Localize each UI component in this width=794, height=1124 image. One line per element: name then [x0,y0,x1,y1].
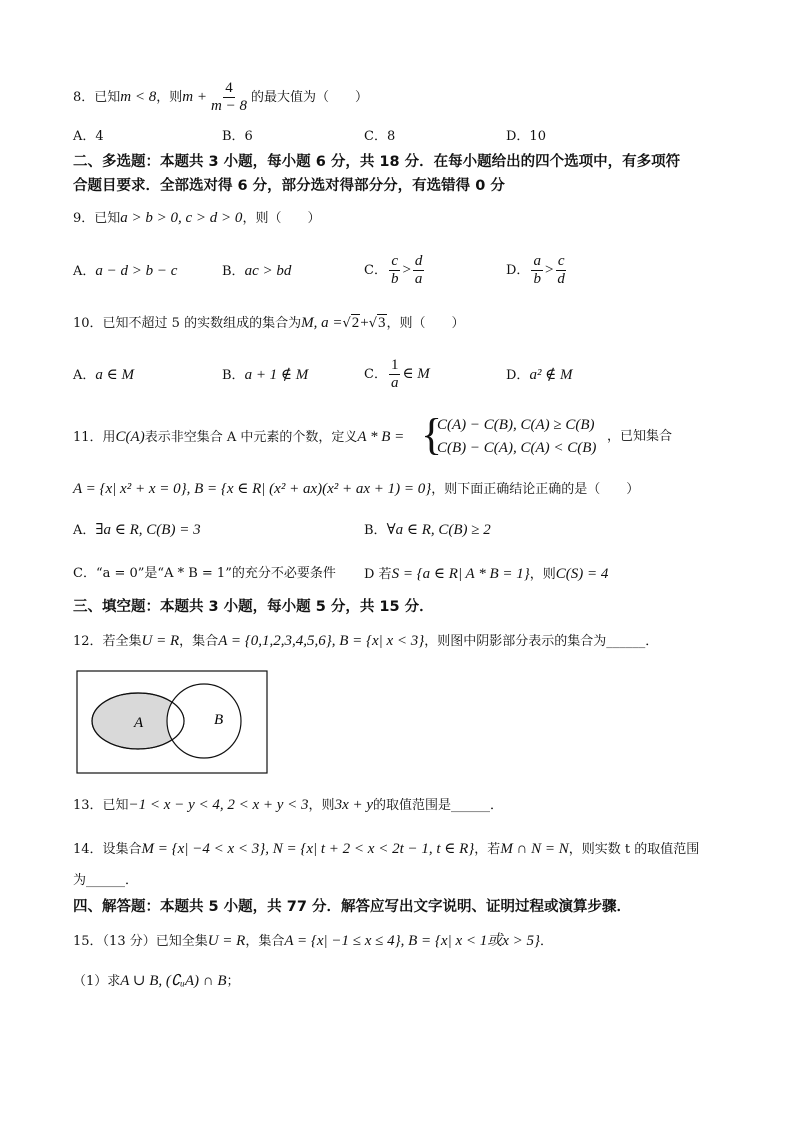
q11-sets-expr: A = {x| x² + x = 0}, B = {x ∈ R| (x² + ax)(x² + ax + 1) = 0} [73,481,432,497]
q15-stem-prefix: 15．（13 分）已知全集 [73,934,208,949]
q14-condition: M ∩ N = N [500,841,569,857]
q9-c-num1: c [391,253,399,269]
q10-option-a-label: A． [73,368,96,383]
q13-stem-prefix: 13．已知 [73,798,129,813]
section2-heading-line1: 二、多选题：本题共 3 小题，每小题 6 分，共 18 分．在每小题给出的四个选项中，有多项符 [73,154,681,170]
q9-option-c-op: > [402,262,411,278]
q15-stem-mid: ，集合 [245,934,285,949]
q9-option-c-frac1 [389,253,401,288]
q9-d-num2: c [557,253,565,269]
q9-option-b [222,262,291,281]
q15-part1-prefix: （1）求 [73,974,121,989]
q11-option-d-set: S = {a ∈ R| A * B = 1} [391,566,530,582]
q10-radicand-1: 2 [351,315,360,331]
q9-stem-suffix: ，则（ ） [242,211,321,226]
q9-option-a-expr: a − d > b − c [95,263,178,279]
q10-option-d [506,366,573,385]
q8-option-d: D．10 [506,129,546,144]
q15-stem-suffix: ． [540,934,554,949]
q15-sets: A = {x| −1 ≤ x ≤ 4}, B = {x| x < 1或x > 5} [284,933,541,949]
q9-c-num2: d [414,253,423,269]
q13-stem [73,796,503,815]
q15-part1-suffix: ； [226,974,240,989]
q10-option-b [222,366,308,385]
q10-option-c-frac [389,357,401,392]
q13-expr: 3x + y [334,797,373,813]
q11-stem [73,428,404,447]
q10-stem-prefix: 10．已知不超过 5 的实数组成的集合为 [73,316,302,331]
q11-option-d-prefix: D 若 [364,567,392,582]
q15-part1-expr: A ∪ B, (∁ᵤA) ∩ B [120,973,227,989]
q10-c-den: a [390,375,399,391]
q10-stem [73,314,465,333]
q11-option-a [73,521,201,540]
venn-label-b: B [214,712,224,728]
q11-ca: C(A) [115,429,145,445]
q13-condition: −1 < x − y < 4, 2 < x + y < 3 [128,797,309,813]
q9-option-a-label: A． [73,264,96,279]
q11-case-1: C(A) − C(B), C(A) ≥ C(B) [437,417,595,433]
q9-option-d-op: > [544,262,554,278]
q9-c-den1: b [390,271,399,287]
q9-stem-prefix: 9．已知 [73,211,121,226]
q11-option-b [364,521,491,540]
q14-line2: 为______． [73,873,139,888]
q8-frac-num: 4 [225,80,233,96]
q10-option-b-label: B． [222,368,245,383]
q10-sqrt-3: √3 [368,315,386,331]
q13-stem-suffix: 的取值范围是______． [373,798,504,813]
q11-option-d-result: C(S) = 4 [555,566,609,582]
q14-stem-prefix: 14．设集合 [73,842,142,857]
q10-option-a-expr: a ∈ M [95,367,134,383]
q12-universe: U = R [141,633,180,649]
q8-option-b: B．6 [222,129,253,144]
q9-option-a [73,262,177,281]
q13-stem-mid: ，则 [308,798,335,813]
q10-option-c-label: C． [364,367,387,382]
q15-stem [73,932,553,951]
q11-stem-prefix: 11．用 [73,430,116,445]
q9-option-c-frac2 [413,253,425,288]
q8-option-a: A．4 [73,129,104,144]
q9-option-c [364,252,426,289]
q12-stem-prefix: 12．若全集 [73,634,142,649]
q15-part1 [73,972,240,991]
q10-sqrt-2: √2 [342,315,360,331]
q9-d-num1: a [533,253,541,269]
q11-option-b-label: B． [364,523,387,538]
q11-brace: { [421,410,443,459]
q8-mid: ，则 [156,90,183,105]
q11-option-a-expr: ∃a ∈ R, C(B) = 3 [95,522,201,538]
q14-stem-suffix: ，则实数 t 的取值范围 [568,842,700,857]
q9-d-den1: b [533,271,541,287]
q10-plus: + [360,315,369,331]
q10-stem-suffix: ，则（ ） [386,316,465,331]
q9-option-d-label: D． [506,263,530,278]
q11-option-d [364,565,608,584]
q9-option-b-expr: ac > bd [244,263,292,279]
q11-option-b-expr: ∀a ∈ R, C(B) ≥ 2 [386,522,491,538]
q8-option-c: C．8 [364,129,396,144]
q9-option-b-label: B． [222,264,245,279]
q12-stem-mid: ，集合 [179,634,219,649]
q12-stem [73,632,658,651]
q9-option-d-frac1 [531,253,543,288]
section3-heading: 三、填空题：本题共 3 小题，每小题 5 分，共 15 分． [73,599,434,615]
q11-option-c: C．“a = 0”是“A * B = 1”的充分不必要条件 [73,566,336,581]
q10-option-c-rest: ∈ M [402,366,430,382]
venn-label-a: A [134,715,144,731]
q12-sets: A = {0,1,2,3,4,5,6}, B = {x| x < 3} [218,633,425,649]
q10-c-num: 1 [390,357,399,373]
q8-fraction [209,80,249,115]
q14-sets: M = {x| −4 < x < 3}, N = {x| t + 2 < x < 2t − 1, t ∈ R} [141,841,475,857]
q8-stem [73,80,368,115]
section4-heading: 四、解答题：本题共 5 小题，共 77 分．解答应写出文字说明、证明过程或演算步骤． [73,899,631,915]
q10-radicand-2: 3 [378,315,386,331]
q14-stem-mid: ，若 [474,842,501,857]
q14-stem [73,840,699,859]
q10-option-a [73,366,134,385]
q10-set: M [301,315,314,331]
q9-condition: a > b > 0, c > d > 0 [120,210,243,226]
q8-stem-suffix: 的最大值为（ ） [250,90,368,105]
q9-stem [73,209,320,228]
q10-cond-a: , a = [313,315,343,331]
q8-stem-prefix: 8．已知 [73,90,121,105]
q12-stem-suffix: ，则图中阴影部分表示的集合为______． [424,634,659,649]
q11-sets [73,480,639,499]
q11-def-lhs: A * B = [357,429,405,445]
q15-universe: U = R [207,933,246,949]
q9-option-d-frac2 [555,253,567,288]
q11-case-2: C(B) − C(A), C(A) < C(B) [437,440,597,456]
q8-condition: m < 8 [120,89,157,105]
q10-option-b-expr: a + 1 ∉ M [244,367,309,383]
q9-option-c-label: C． [364,263,387,278]
q11-option-a-label: A． [73,523,96,538]
section2-heading-line2: 合题目要求．全部选对得 6 分，部分选对得部分分，有选错得 0 分 [73,178,505,194]
q9-c-den2: a [414,271,423,287]
q11-sets-suffix: ，则下面正确结论正确的是（ ） [431,482,640,497]
q10-option-d-expr: a² ∉ M [529,367,573,383]
q8-expr: m + [182,89,207,105]
q9-d-den2: d [557,271,565,287]
q12-venn-diagram [76,670,270,776]
q11-stem-suffix: ，已知集合 [607,429,673,444]
q8-frac-den: m − 8 [210,98,247,114]
q11-stem-mid: 表示非空集合 A 中元素的个数，定义 [144,430,358,445]
q11-option-d-mid: ，则 [529,567,556,582]
q10-option-c [364,356,430,393]
q9-option-d [506,252,569,289]
q10-option-d-label: D． [506,368,530,383]
